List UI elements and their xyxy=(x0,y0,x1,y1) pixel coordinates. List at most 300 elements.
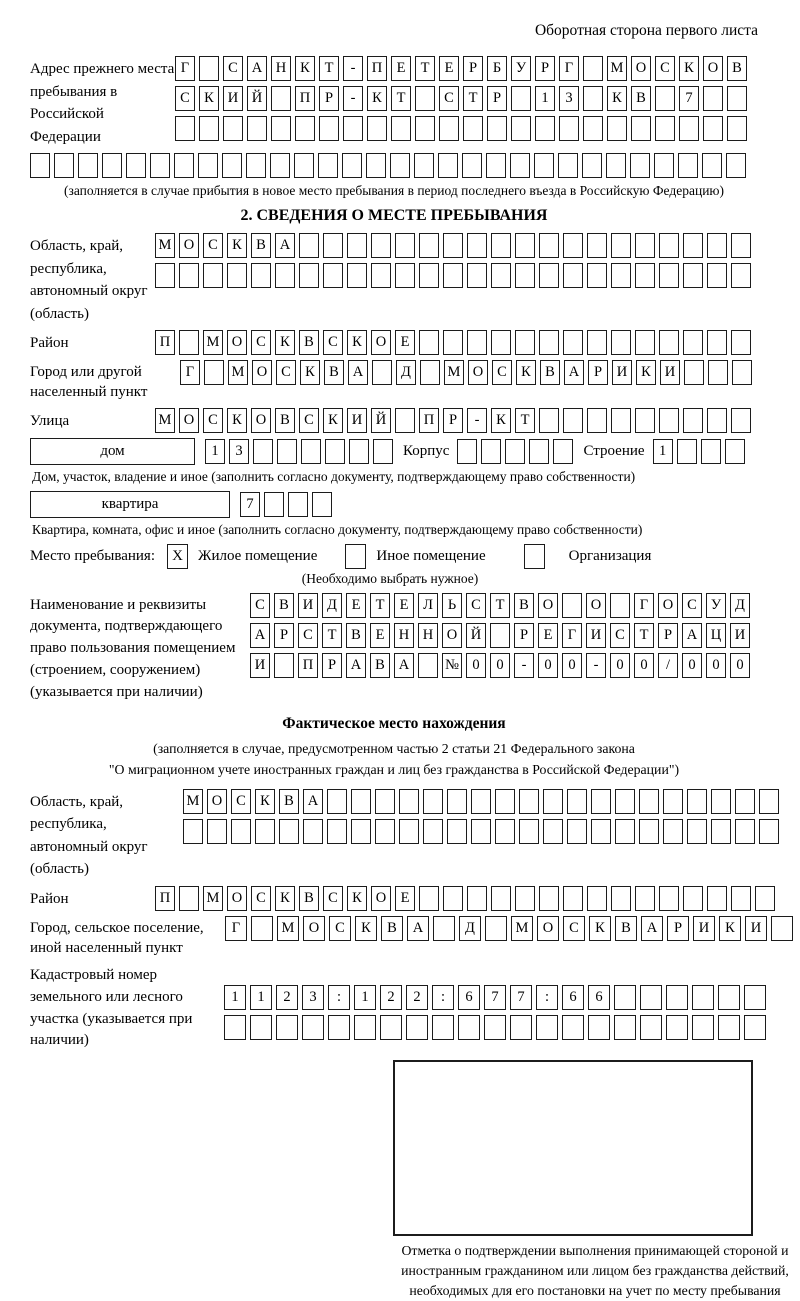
char-cell[interactable] xyxy=(759,789,779,814)
char-cell[interactable] xyxy=(270,153,290,178)
char-cell[interactable]: В xyxy=(381,916,403,941)
char-cell[interactable] xyxy=(203,263,223,288)
char-cell[interactable]: Й xyxy=(466,623,486,648)
char-cell[interactable]: И xyxy=(612,360,632,385)
char-cell[interactable] xyxy=(727,116,747,141)
char-cell[interactable] xyxy=(467,263,487,288)
char-cell[interactable] xyxy=(553,439,573,464)
char-cell[interactable]: О xyxy=(179,408,199,433)
char-cell[interactable]: К xyxy=(636,360,656,385)
char-cell[interactable]: Р xyxy=(535,56,555,81)
char-cell[interactable] xyxy=(390,153,410,178)
char-cell[interactable]: К xyxy=(275,886,295,911)
char-cell[interactable] xyxy=(371,233,391,258)
char-cell[interactable]: Ь xyxy=(442,593,462,618)
char-cell[interactable] xyxy=(277,439,297,464)
char-cell[interactable]: К xyxy=(347,330,367,355)
char-cell[interactable] xyxy=(591,819,611,844)
char-cell[interactable]: 0 xyxy=(466,653,486,678)
char-cell[interactable]: - xyxy=(343,86,363,111)
char-cell[interactable] xyxy=(678,153,698,178)
char-cell[interactable] xyxy=(433,916,455,941)
zhiloe-checkbox[interactable]: X xyxy=(167,544,188,569)
char-cell[interactable]: - xyxy=(343,56,363,81)
char-cell[interactable] xyxy=(126,153,146,178)
char-cell[interactable]: К xyxy=(255,789,275,814)
char-cell[interactable] xyxy=(54,153,74,178)
char-cell[interactable] xyxy=(731,408,751,433)
char-cell[interactable]: В xyxy=(514,593,534,618)
char-cell[interactable] xyxy=(703,116,723,141)
char-cell[interactable] xyxy=(347,233,367,258)
char-cell[interactable] xyxy=(707,886,727,911)
char-cell[interactable] xyxy=(303,819,323,844)
char-cell[interactable]: Р xyxy=(274,623,294,648)
char-cell[interactable] xyxy=(406,1015,428,1040)
char-cell[interactable]: С xyxy=(223,56,243,81)
char-cell[interactable]: У xyxy=(511,56,531,81)
char-cell[interactable] xyxy=(587,330,607,355)
char-cell[interactable] xyxy=(511,116,531,141)
char-cell[interactable] xyxy=(558,153,578,178)
char-cell[interactable]: С xyxy=(276,360,296,385)
char-cell[interactable]: 0 xyxy=(706,653,726,678)
char-cell[interactable] xyxy=(319,116,339,141)
char-cell[interactable] xyxy=(679,116,699,141)
char-cell[interactable]: В xyxy=(251,233,271,258)
char-cell[interactable] xyxy=(251,916,273,941)
char-cell[interactable] xyxy=(611,233,631,258)
char-cell[interactable] xyxy=(635,233,655,258)
char-cell[interactable] xyxy=(611,886,631,911)
char-cell[interactable]: А xyxy=(641,916,663,941)
char-cell[interactable] xyxy=(587,233,607,258)
char-cell[interactable] xyxy=(198,153,218,178)
char-cell[interactable] xyxy=(432,1015,454,1040)
char-cell[interactable]: Н xyxy=(394,623,414,648)
char-cell[interactable] xyxy=(659,886,679,911)
char-cell[interactable] xyxy=(439,116,459,141)
char-cell[interactable]: Т xyxy=(463,86,483,111)
char-cell[interactable]: П xyxy=(419,408,439,433)
char-cell[interactable] xyxy=(759,819,779,844)
char-cell[interactable]: 6 xyxy=(588,985,610,1010)
char-cell[interactable] xyxy=(515,233,535,258)
char-cell[interactable]: С xyxy=(298,623,318,648)
char-cell[interactable]: 6 xyxy=(562,985,584,1010)
char-cell[interactable] xyxy=(563,886,583,911)
char-cell[interactable]: С xyxy=(251,330,271,355)
char-cell[interactable] xyxy=(534,153,554,178)
char-cell[interactable] xyxy=(583,86,603,111)
char-cell[interactable] xyxy=(519,819,539,844)
char-cell[interactable] xyxy=(179,886,199,911)
char-cell[interactable] xyxy=(735,819,755,844)
char-cell[interactable]: О xyxy=(537,916,559,941)
char-cell[interactable]: С xyxy=(203,408,223,433)
char-cell[interactable]: К xyxy=(679,56,699,81)
char-cell[interactable] xyxy=(510,153,530,178)
char-cell[interactable] xyxy=(471,789,491,814)
char-cell[interactable] xyxy=(414,153,434,178)
char-cell[interactable]: У xyxy=(706,593,726,618)
char-cell[interactable]: Р xyxy=(658,623,678,648)
char-cell[interactable] xyxy=(587,263,607,288)
char-cell[interactable] xyxy=(223,116,243,141)
char-cell[interactable]: О xyxy=(468,360,488,385)
char-cell[interactable]: М xyxy=(155,408,175,433)
char-cell[interactable]: К xyxy=(491,408,511,433)
char-cell[interactable] xyxy=(415,86,435,111)
char-cell[interactable]: П xyxy=(298,653,318,678)
char-cell[interactable]: К xyxy=(199,86,219,111)
char-cell[interactable]: П xyxy=(295,86,315,111)
char-cell[interactable] xyxy=(375,789,395,814)
char-cell[interactable]: А xyxy=(564,360,584,385)
char-cell[interactable]: Д xyxy=(459,916,481,941)
char-cell[interactable] xyxy=(255,819,275,844)
char-cell[interactable] xyxy=(611,330,631,355)
char-cell[interactable] xyxy=(562,1015,584,1040)
char-cell[interactable]: В xyxy=(540,360,560,385)
char-cell[interactable] xyxy=(539,233,559,258)
char-cell[interactable] xyxy=(271,86,291,111)
char-cell[interactable]: 1 xyxy=(653,439,673,464)
char-cell[interactable] xyxy=(683,886,703,911)
char-cell[interactable] xyxy=(659,408,679,433)
char-cell[interactable] xyxy=(294,153,314,178)
char-cell[interactable] xyxy=(491,330,511,355)
char-cell[interactable]: 2 xyxy=(276,985,298,1010)
char-cell[interactable]: К xyxy=(227,408,247,433)
char-cell[interactable]: С xyxy=(563,916,585,941)
char-cell[interactable] xyxy=(707,330,727,355)
char-cell[interactable] xyxy=(485,916,507,941)
char-cell[interactable] xyxy=(631,116,651,141)
char-cell[interactable] xyxy=(347,263,367,288)
char-cell[interactable]: К xyxy=(355,916,377,941)
char-cell[interactable]: М xyxy=(203,330,223,355)
char-cell[interactable]: 6 xyxy=(458,985,480,1010)
char-cell[interactable] xyxy=(467,233,487,258)
char-cell[interactable]: Е xyxy=(439,56,459,81)
char-cell[interactable] xyxy=(354,1015,376,1040)
char-cell[interactable]: О xyxy=(252,360,272,385)
char-cell[interactable]: Г xyxy=(225,916,247,941)
char-cell[interactable]: И xyxy=(660,360,680,385)
char-cell[interactable] xyxy=(179,263,199,288)
char-cell[interactable] xyxy=(323,233,343,258)
char-cell[interactable]: В xyxy=(279,789,299,814)
char-cell[interactable]: - xyxy=(586,653,606,678)
char-cell[interactable] xyxy=(418,653,438,678)
char-cell[interactable] xyxy=(373,439,393,464)
char-cell[interactable]: Ц xyxy=(706,623,726,648)
char-cell[interactable]: К xyxy=(323,408,343,433)
char-cell[interactable]: М xyxy=(277,916,299,941)
char-cell[interactable] xyxy=(683,233,703,258)
char-cell[interactable] xyxy=(630,153,650,178)
char-cell[interactable] xyxy=(692,1015,714,1040)
char-cell[interactable]: В xyxy=(274,593,294,618)
char-cell[interactable]: Б xyxy=(487,56,507,81)
char-cell[interactable] xyxy=(179,330,199,355)
char-cell[interactable]: Г xyxy=(562,623,582,648)
char-cell[interactable]: О xyxy=(631,56,651,81)
char-cell[interactable] xyxy=(224,1015,246,1040)
char-cell[interactable]: Г xyxy=(634,593,654,618)
char-cell[interactable] xyxy=(318,153,338,178)
char-cell[interactable] xyxy=(563,330,583,355)
char-cell[interactable] xyxy=(511,86,531,111)
char-cell[interactable]: 0 xyxy=(730,653,750,678)
char-cell[interactable]: В xyxy=(324,360,344,385)
char-cell[interactable] xyxy=(399,789,419,814)
char-cell[interactable] xyxy=(583,116,603,141)
char-cell[interactable] xyxy=(655,116,675,141)
char-cell[interactable] xyxy=(635,886,655,911)
char-cell[interactable] xyxy=(366,153,386,178)
char-cell[interactable]: Е xyxy=(394,593,414,618)
char-cell[interactable]: И xyxy=(298,593,318,618)
char-cell[interactable] xyxy=(375,819,395,844)
char-cell[interactable] xyxy=(731,263,751,288)
char-cell[interactable]: С xyxy=(323,886,343,911)
char-cell[interactable]: В xyxy=(370,653,390,678)
char-cell[interactable]: Р xyxy=(487,86,507,111)
char-cell[interactable] xyxy=(443,263,463,288)
char-cell[interactable]: Е xyxy=(395,886,415,911)
char-cell[interactable]: С xyxy=(299,408,319,433)
char-cell[interactable] xyxy=(199,56,219,81)
char-cell[interactable] xyxy=(325,439,345,464)
char-cell[interactable] xyxy=(692,985,714,1010)
char-cell[interactable]: О xyxy=(227,330,247,355)
char-cell[interactable] xyxy=(463,116,483,141)
char-cell[interactable]: 7 xyxy=(510,985,532,1010)
char-cell[interactable] xyxy=(155,263,175,288)
char-cell[interactable] xyxy=(683,408,703,433)
char-cell[interactable] xyxy=(391,116,411,141)
char-cell[interactable] xyxy=(563,263,583,288)
char-cell[interactable]: М xyxy=(155,233,175,258)
char-cell[interactable] xyxy=(253,439,273,464)
char-cell[interactable] xyxy=(342,153,362,178)
char-cell[interactable] xyxy=(666,1015,688,1040)
char-cell[interactable]: М xyxy=(607,56,627,81)
char-cell[interactable] xyxy=(659,263,679,288)
char-cell[interactable] xyxy=(539,330,559,355)
char-cell[interactable]: О xyxy=(251,408,271,433)
char-cell[interactable] xyxy=(343,116,363,141)
char-cell[interactable]: О xyxy=(586,593,606,618)
char-cell[interactable] xyxy=(207,819,227,844)
char-cell[interactable]: О xyxy=(303,916,325,941)
char-cell[interactable]: А xyxy=(348,360,368,385)
char-cell[interactable]: К xyxy=(300,360,320,385)
char-cell[interactable] xyxy=(687,789,707,814)
char-cell[interactable] xyxy=(707,233,727,258)
char-cell[interactable]: : xyxy=(536,985,558,1010)
char-cell[interactable] xyxy=(582,153,602,178)
char-cell[interactable]: 7 xyxy=(240,492,260,517)
char-cell[interactable] xyxy=(495,789,515,814)
char-cell[interactable] xyxy=(264,492,284,517)
char-cell[interactable] xyxy=(640,1015,662,1040)
char-cell[interactable]: С xyxy=(231,789,251,814)
char-cell[interactable] xyxy=(687,819,707,844)
char-cell[interactable] xyxy=(247,116,267,141)
char-cell[interactable] xyxy=(640,985,662,1010)
char-cell[interactable] xyxy=(519,789,539,814)
char-cell[interactable]: 7 xyxy=(679,86,699,111)
char-cell[interactable]: К xyxy=(719,916,741,941)
char-cell[interactable]: М xyxy=(228,360,248,385)
char-cell[interactable] xyxy=(457,439,477,464)
char-cell[interactable]: С xyxy=(251,886,271,911)
char-cell[interactable]: С xyxy=(492,360,512,385)
char-cell[interactable] xyxy=(701,439,721,464)
char-cell[interactable]: К xyxy=(589,916,611,941)
char-cell[interactable] xyxy=(583,56,603,81)
char-cell[interactable] xyxy=(275,263,295,288)
char-cell[interactable] xyxy=(677,439,697,464)
char-cell[interactable]: О xyxy=(442,623,462,648)
char-cell[interactable] xyxy=(703,86,723,111)
char-cell[interactable] xyxy=(654,153,674,178)
char-cell[interactable]: К xyxy=(295,56,315,81)
char-cell[interactable] xyxy=(591,789,611,814)
char-cell[interactable] xyxy=(271,116,291,141)
char-cell[interactable]: Т xyxy=(370,593,390,618)
char-cell[interactable]: Р xyxy=(319,86,339,111)
char-cell[interactable]: О xyxy=(703,56,723,81)
char-cell[interactable]: В xyxy=(727,56,747,81)
char-cell[interactable] xyxy=(419,330,439,355)
char-cell[interactable] xyxy=(708,360,728,385)
char-cell[interactable]: С xyxy=(323,330,343,355)
char-cell[interactable]: О xyxy=(371,886,391,911)
char-cell[interactable] xyxy=(731,233,751,258)
char-cell[interactable]: В xyxy=(346,623,366,648)
char-cell[interactable] xyxy=(102,153,122,178)
char-cell[interactable] xyxy=(683,263,703,288)
char-cell[interactable]: 0 xyxy=(490,653,510,678)
char-cell[interactable]: О xyxy=(538,593,558,618)
char-cell[interactable] xyxy=(707,263,727,288)
char-cell[interactable]: Е xyxy=(370,623,390,648)
char-cell[interactable] xyxy=(755,886,775,911)
char-cell[interactable]: 0 xyxy=(682,653,702,678)
char-cell[interactable] xyxy=(276,1015,298,1040)
char-cell[interactable]: 0 xyxy=(634,653,654,678)
char-cell[interactable] xyxy=(490,623,510,648)
char-cell[interactable] xyxy=(227,263,247,288)
char-cell[interactable] xyxy=(328,1015,350,1040)
char-cell[interactable]: : xyxy=(432,985,454,1010)
char-cell[interactable] xyxy=(349,439,369,464)
char-cell[interactable]: Е xyxy=(391,56,411,81)
char-cell[interactable] xyxy=(395,263,415,288)
char-cell[interactable] xyxy=(771,916,793,941)
char-cell[interactable] xyxy=(731,330,751,355)
char-cell[interactable] xyxy=(663,819,683,844)
char-cell[interactable] xyxy=(423,819,443,844)
char-cell[interactable]: К xyxy=(516,360,536,385)
char-cell[interactable] xyxy=(615,789,635,814)
char-cell[interactable] xyxy=(295,116,315,141)
char-cell[interactable]: И xyxy=(730,623,750,648)
organizatsiya-checkbox[interactable] xyxy=(524,544,545,569)
char-cell[interactable]: 3 xyxy=(229,439,249,464)
char-cell[interactable]: Р xyxy=(463,56,483,81)
char-cell[interactable]: 2 xyxy=(406,985,428,1010)
char-cell[interactable]: Т xyxy=(322,623,342,648)
char-cell[interactable]: О xyxy=(179,233,199,258)
char-cell[interactable] xyxy=(467,886,487,911)
char-cell[interactable]: 1 xyxy=(224,985,246,1010)
char-cell[interactable] xyxy=(423,789,443,814)
char-cell[interactable]: П xyxy=(367,56,387,81)
char-cell[interactable] xyxy=(274,653,294,678)
char-cell[interactable]: - xyxy=(467,408,487,433)
char-cell[interactable] xyxy=(607,116,627,141)
char-cell[interactable] xyxy=(420,360,440,385)
char-cell[interactable] xyxy=(744,1015,766,1040)
char-cell[interactable] xyxy=(419,886,439,911)
char-cell[interactable] xyxy=(351,789,371,814)
char-cell[interactable]: М xyxy=(444,360,464,385)
char-cell[interactable]: Й xyxy=(371,408,391,433)
char-cell[interactable] xyxy=(30,153,50,178)
char-cell[interactable] xyxy=(539,263,559,288)
char-cell[interactable]: С xyxy=(203,233,223,258)
char-cell[interactable] xyxy=(611,408,631,433)
char-cell[interactable]: А xyxy=(303,789,323,814)
char-cell[interactable] xyxy=(495,819,515,844)
char-cell[interactable]: 0 xyxy=(610,653,630,678)
char-cell[interactable] xyxy=(567,789,587,814)
char-cell[interactable] xyxy=(367,116,387,141)
char-cell[interactable] xyxy=(635,330,655,355)
char-cell[interactable] xyxy=(718,985,740,1010)
char-cell[interactable]: К xyxy=(607,86,627,111)
char-cell[interactable]: В xyxy=(275,408,295,433)
char-cell[interactable] xyxy=(486,153,506,178)
char-cell[interactable]: В xyxy=(299,330,319,355)
char-cell[interactable] xyxy=(635,263,655,288)
char-cell[interactable]: Л xyxy=(418,593,438,618)
char-cell[interactable] xyxy=(443,233,463,258)
char-cell[interactable] xyxy=(536,1015,558,1040)
char-cell[interactable] xyxy=(395,408,415,433)
char-cell[interactable]: Р xyxy=(443,408,463,433)
char-cell[interactable] xyxy=(543,789,563,814)
char-cell[interactable]: М xyxy=(183,789,203,814)
char-cell[interactable] xyxy=(395,233,415,258)
char-cell[interactable] xyxy=(587,408,607,433)
char-cell[interactable]: П xyxy=(155,886,175,911)
char-cell[interactable]: С xyxy=(175,86,195,111)
char-cell[interactable] xyxy=(587,886,607,911)
char-cell[interactable]: К xyxy=(275,330,295,355)
char-cell[interactable] xyxy=(246,153,266,178)
char-cell[interactable] xyxy=(327,819,347,844)
char-cell[interactable] xyxy=(659,233,679,258)
char-cell[interactable] xyxy=(563,233,583,258)
char-cell[interactable]: Р xyxy=(322,653,342,678)
char-cell[interactable] xyxy=(447,819,467,844)
